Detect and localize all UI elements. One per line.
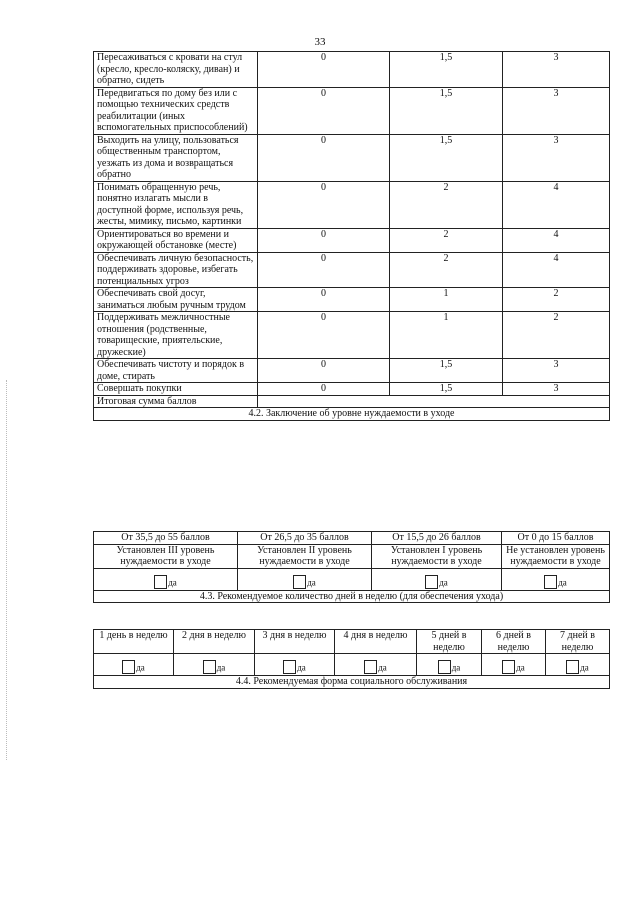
activity-score: 2 <box>390 252 503 288</box>
activity-score: 4 <box>503 228 610 252</box>
activity-score: 0 <box>258 87 390 134</box>
score-range: От 35,5 до 55 баллов <box>94 532 238 545</box>
activity-score: 2 <box>390 181 503 228</box>
activity-label: Пересаживаться с кровати на стул (кресло, кресло-коляску, диван) и обратно, сидеть <box>94 52 258 88</box>
days-option: 4 дня в неделю <box>335 630 417 654</box>
checkbox-label: да <box>378 662 387 673</box>
activity-row <box>94 87 610 134</box>
section-4-2-title: 4.2. Заключение об уровне нуждаемости в уходе <box>94 408 610 421</box>
care-level: Установлен I уровень нуждаемости в уходе <box>372 544 502 568</box>
activity-score: 1,5 <box>390 87 503 134</box>
checkbox[interactable] <box>438 660 451 674</box>
activity-score: 2 <box>503 312 610 359</box>
days-checkbox-cell <box>417 654 482 676</box>
checkbox-label: да <box>136 662 145 673</box>
days-option: 1 день в неделю <box>94 630 174 654</box>
activity-score: 0 <box>258 359 390 383</box>
section-4-2-title-row <box>94 408 610 421</box>
care-level-row <box>94 544 610 568</box>
activity-score: 2 <box>390 228 503 252</box>
care-level-table <box>93 531 610 603</box>
checkbox-label: да <box>307 577 316 587</box>
days-checkbox-cell <box>482 654 546 676</box>
care-level-checkbox-cell <box>94 568 238 590</box>
care-level: Не установлен уровень нуждаемости в уходе <box>502 544 610 568</box>
activity-score: 3 <box>503 134 610 181</box>
activity-row <box>94 359 610 383</box>
checkbox-label: да <box>516 662 525 673</box>
checkbox[interactable] <box>425 575 438 589</box>
score-range-row <box>94 532 610 545</box>
days-option: 3 дня в неделю <box>255 630 335 654</box>
checkbox-label: да <box>168 577 177 587</box>
activity-score: 0 <box>258 181 390 228</box>
days-label-row <box>94 630 610 654</box>
score-range: От 15,5 до 26 баллов <box>372 532 502 545</box>
days-checkbox-cell <box>94 654 174 676</box>
activity-score: 4 <box>503 252 610 288</box>
care-level-checkbox-cell <box>238 568 372 590</box>
checkbox[interactable] <box>502 660 515 674</box>
care-level: Установлен III уровень нуждаемости в уходе <box>94 544 238 568</box>
total-label: Итоговая сумма баллов <box>94 395 258 408</box>
days-checkbox-cell <box>335 654 417 676</box>
activity-score: 0 <box>258 252 390 288</box>
checkbox[interactable] <box>154 575 167 589</box>
checkbox[interactable] <box>203 660 216 674</box>
checkbox-label: да <box>580 662 589 673</box>
checkbox-label: да <box>216 662 226 673</box>
activity-row <box>94 383 610 396</box>
activity-score: 3 <box>503 52 610 88</box>
checkbox-label: да <box>558 577 567 587</box>
checkbox[interactable] <box>566 660 579 674</box>
activity-row <box>94 312 610 359</box>
checkbox-label: да <box>451 662 461 673</box>
activity-score: 1 <box>390 288 503 312</box>
activity-label: Обеспечивать чистоту и порядок в доме, стирать <box>94 359 258 383</box>
checkbox-label: да <box>439 577 448 587</box>
days-option: 7 дней в неделю <box>546 630 610 654</box>
activity-label: Понимать обращенную речь, понятно излагать мысли в доступной форме, используя речь, жесты, мимику, письмо, картинки <box>94 181 258 228</box>
activity-score: 0 <box>258 228 390 252</box>
page-number: 33 <box>314 36 326 48</box>
activity-label: Передвигаться по дому без или с помощью технических средств реабилитации (иных вспомогательных приспособлений) <box>94 87 258 134</box>
checkbox[interactable] <box>283 660 296 674</box>
days-option: 5 дней в неделю <box>417 630 482 654</box>
activity-score: 4 <box>503 181 610 228</box>
activity-label: Поддерживать межличностные отношения (родственные, товарищеские, приятельские, дружеские) <box>94 312 258 359</box>
days-checkbox-cell <box>255 654 335 676</box>
score-range: От 26,5 до 35 баллов <box>238 532 372 545</box>
activity-score: 3 <box>503 383 610 396</box>
days-per-week-table <box>93 629 610 689</box>
activities-table <box>93 51 610 421</box>
activity-row <box>94 52 610 88</box>
days-option: 6 дней в неделю <box>482 630 546 654</box>
care-level-checkbox-cell <box>372 568 502 590</box>
total-row <box>94 395 610 408</box>
activity-score: 0 <box>258 288 390 312</box>
checkbox[interactable] <box>544 575 557 589</box>
section-4-3-title-row <box>94 590 610 603</box>
activity-score: 3 <box>503 359 610 383</box>
activity-row <box>94 134 610 181</box>
score-range: От 0 до 15 баллов <box>502 532 610 545</box>
activity-label: Ориентироваться во времени и окружающей обстановке (месте) <box>94 228 258 252</box>
activity-score: 1 <box>390 312 503 359</box>
total-value-cell[interactable] <box>258 395 610 408</box>
activity-score: 0 <box>258 52 390 88</box>
activity-label: Обеспечивать личную безопасность, поддерживать здоровье, избегать потенциальных угроз <box>94 252 258 288</box>
activity-score: 0 <box>258 383 390 396</box>
activity-label: Совершать покупки <box>94 383 258 396</box>
days-checkbox-cell <box>174 654 255 676</box>
care-level-checkbox-row <box>94 568 610 590</box>
checkbox[interactable] <box>293 575 306 589</box>
activity-row <box>94 288 610 312</box>
activity-score: 3 <box>503 87 610 134</box>
activity-score: 0 <box>258 312 390 359</box>
activity-row <box>94 252 610 288</box>
days-option: 2 дня в неделю <box>174 630 255 654</box>
activity-score: 1,5 <box>390 383 503 396</box>
section-4-3-title: 4.3. Рекомендуемое количество дней в неделю (для обеспечения ухода) <box>94 590 610 603</box>
activity-row <box>94 228 610 252</box>
activity-score: 2 <box>503 288 610 312</box>
activity-row <box>94 181 610 228</box>
section-4-4-title: 4.4. Рекомендуемая форма социального обслуживания <box>94 676 610 689</box>
days-checkbox-cell <box>546 654 610 676</box>
section-4-4-title-row <box>94 676 610 689</box>
activity-score: 0 <box>258 134 390 181</box>
activity-label: Выходить на улицу, пользоваться общественным транспортом, уезжать из дома и возвращаться обратно <box>94 134 258 181</box>
activity-score: 1,5 <box>390 359 503 383</box>
checkbox-label: да <box>297 662 306 673</box>
activity-score: 1,5 <box>390 52 503 88</box>
activity-label: Обеспечивать свой досуг, заниматься любым ручным трудом <box>94 288 258 312</box>
checkbox[interactable] <box>364 660 377 674</box>
days-checkbox-row <box>94 654 610 676</box>
care-level-checkbox-cell <box>502 568 610 590</box>
activity-score: 1,5 <box>390 134 503 181</box>
checkbox[interactable] <box>122 660 135 674</box>
care-level: Установлен II уровень нуждаемости в уходе <box>238 544 372 568</box>
scan-margin-dots <box>6 380 8 760</box>
